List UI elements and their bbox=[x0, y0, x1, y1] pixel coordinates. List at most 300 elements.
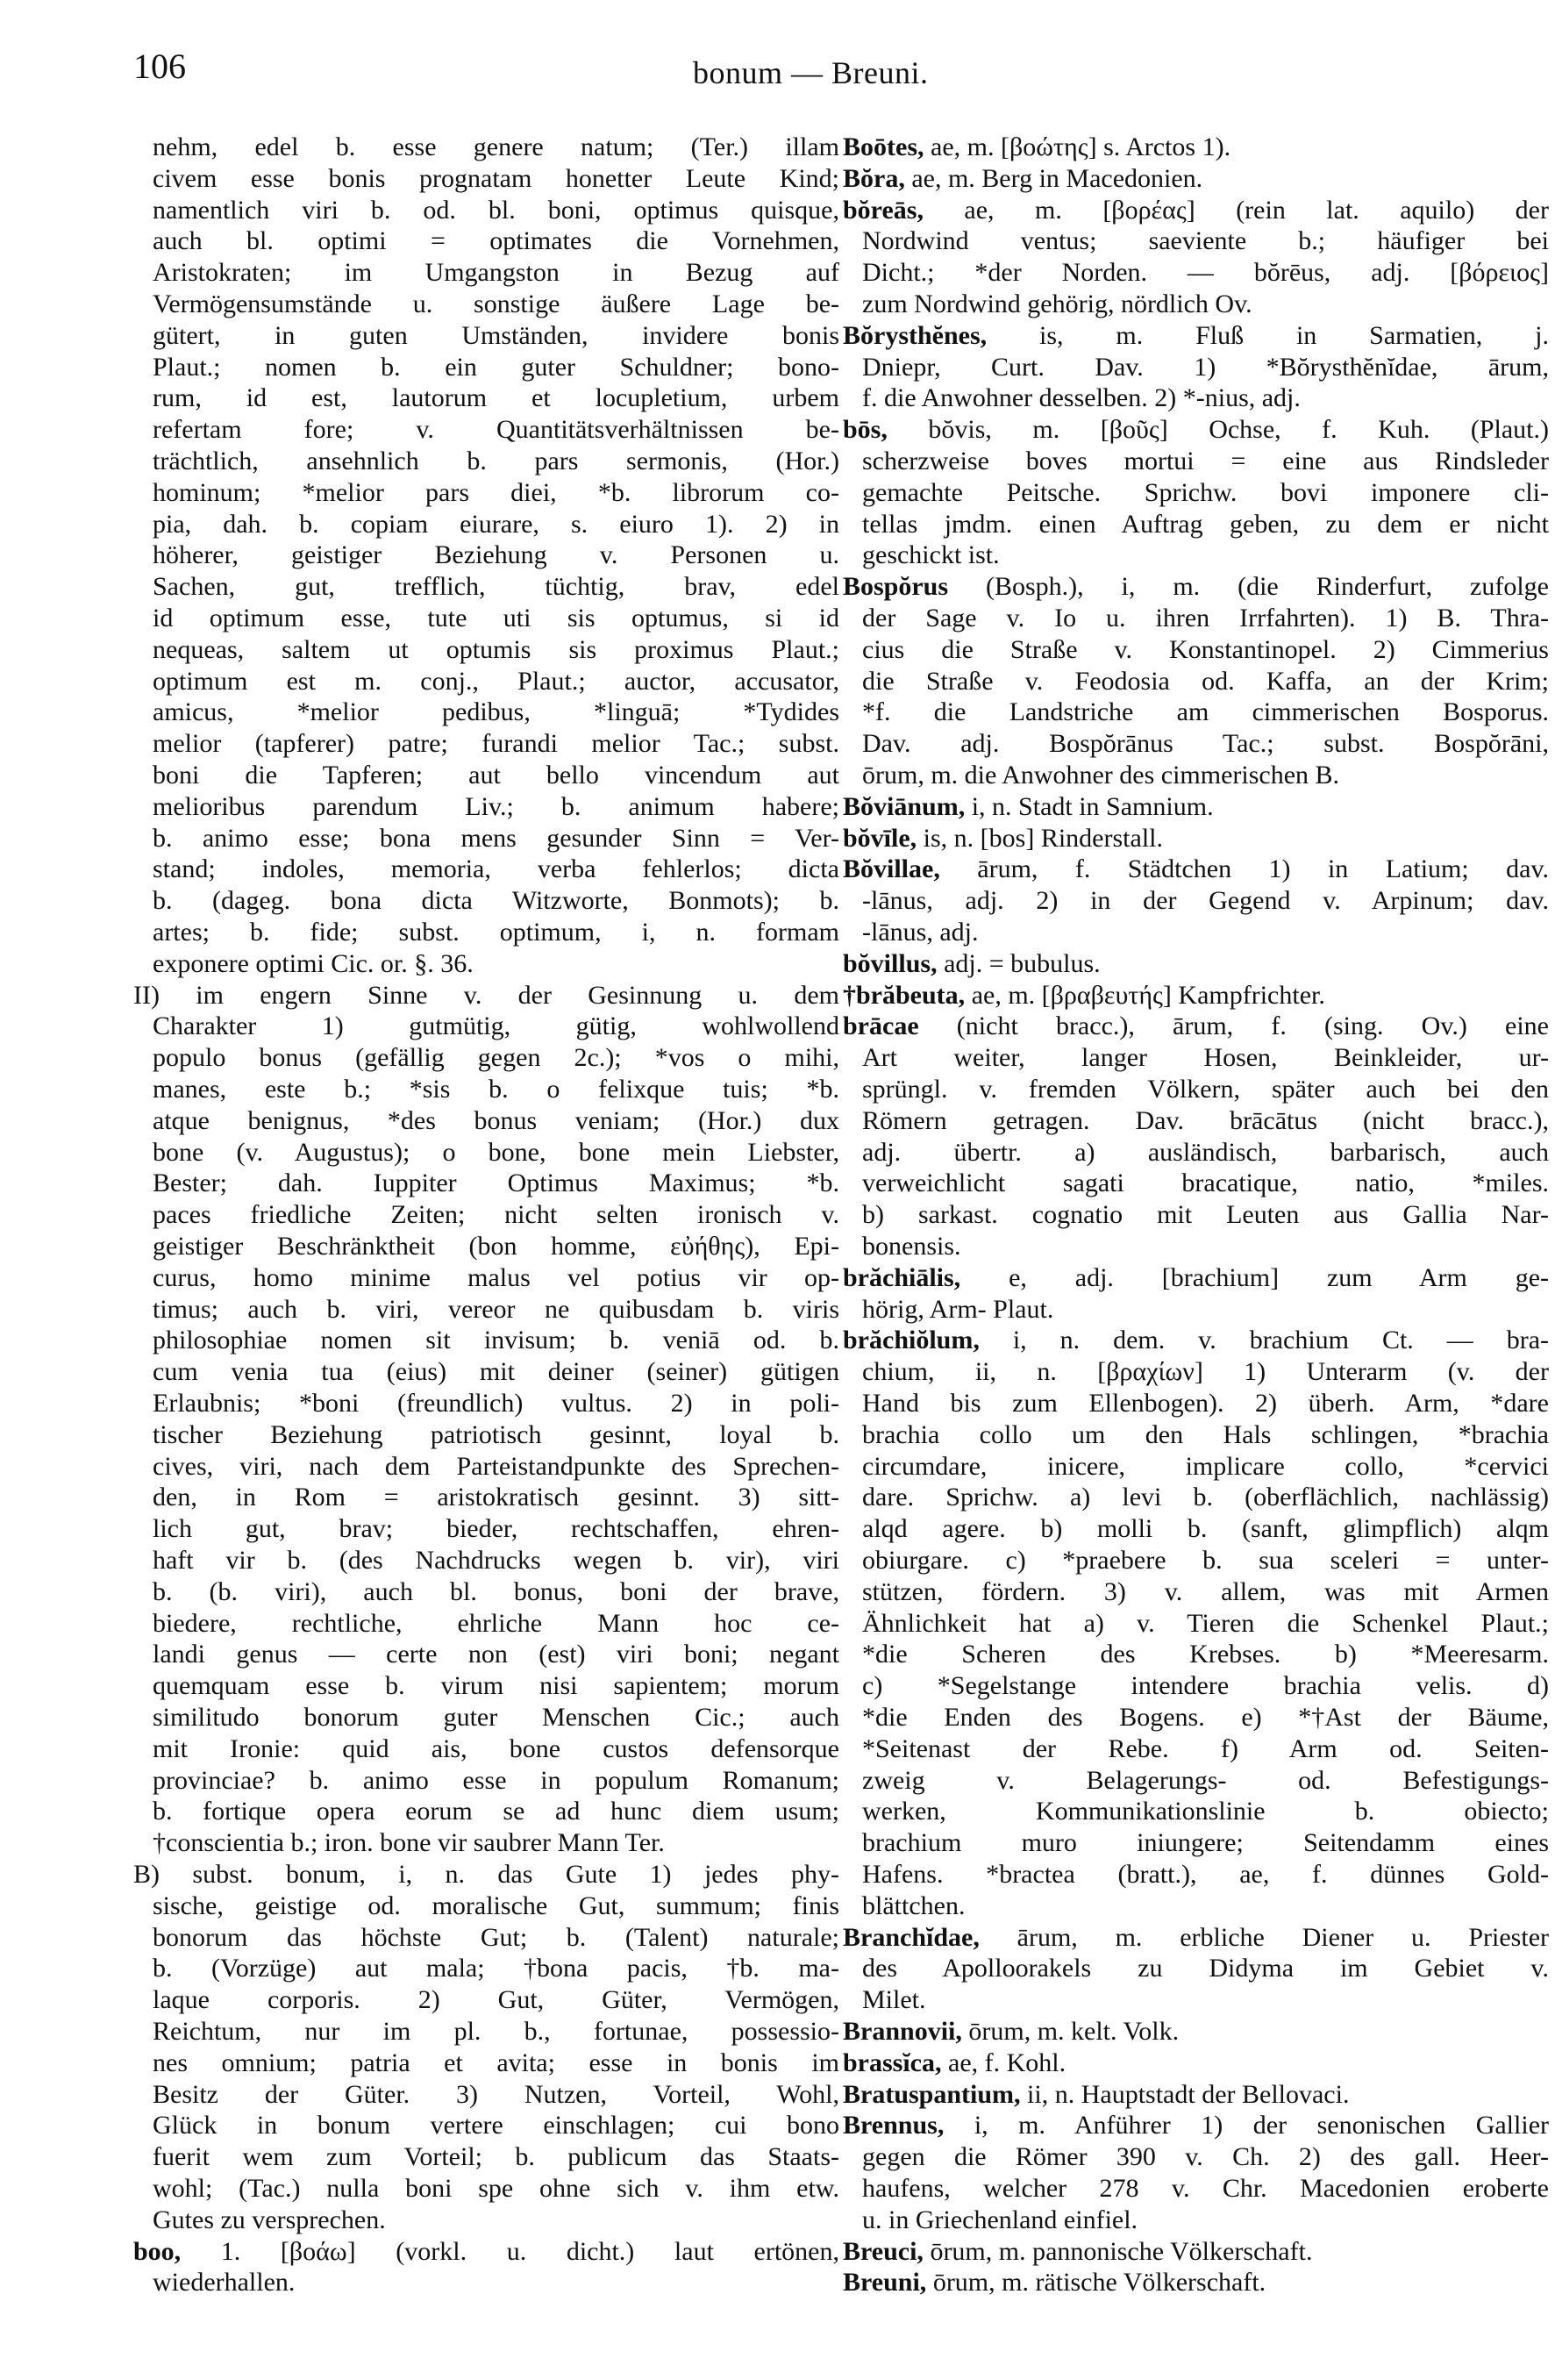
line-text: geschickt ist. bbox=[862, 540, 1000, 570]
line-text: curus, homo minime malus vel potius vir op- bbox=[153, 1262, 839, 1292]
text-line bbox=[862, 1294, 1549, 1326]
line-text: sische, geistige od. moralische Gut, summum; finis bbox=[153, 1890, 839, 1920]
text-line bbox=[153, 1765, 839, 1797]
headword: Brannovii, bbox=[843, 2017, 962, 2046]
text-line bbox=[153, 2141, 839, 2173]
line-text: nequeas, saltem ut optumis sis proximus Plaut.; bbox=[153, 634, 839, 664]
line-text: manes, este b.; *sis b. o felixque tuis; *b. bbox=[153, 1075, 839, 1104]
line-text: geistiger Beschränktheit (bon homme, εὐήθης), Epi- bbox=[153, 1232, 839, 1261]
entry-headword-line bbox=[843, 2110, 1549, 2141]
headword: brăchiālis, bbox=[843, 1262, 961, 1292]
text-line bbox=[153, 1168, 839, 1199]
entry-headword-line bbox=[843, 571, 1549, 603]
line-text: cives, viri, nach dem Parteistandpunkte des Sprechen- bbox=[153, 1451, 839, 1481]
text-line bbox=[133, 1859, 839, 1890]
line-text: B) subst. bonum, i, n. das Gute 1) jedes phy- bbox=[133, 1860, 839, 1889]
line-text: Hand bis zum Ellenbogen). 2) überh. Arm, *dare bbox=[862, 1389, 1549, 1418]
text-line bbox=[153, 1733, 839, 1765]
line-text: id optimum esse, tute uti sis optumus, si id bbox=[153, 604, 839, 633]
headword: Bŏvillae, bbox=[843, 854, 940, 884]
line-text: Sachen, gut, trefflich, tüchtig, brav, edel bbox=[153, 572, 839, 602]
headword: bŏvīle, bbox=[843, 823, 917, 853]
page-number: 106 bbox=[133, 46, 186, 86]
line-text: i, m. Anführer 1) der senonischen Gallier bbox=[944, 2111, 1549, 2141]
text-line bbox=[153, 1231, 839, 1262]
line-text: philosophiae nomen sit invisum; b. veniā od. b. bbox=[153, 1326, 839, 1355]
headword: Bospŏrus bbox=[843, 572, 949, 602]
line-text: artes; b. fide; subst. optimum, i, n. formam bbox=[153, 918, 839, 947]
text-line bbox=[133, 980, 839, 1011]
entry-headword-line bbox=[843, 132, 1549, 163]
line-text: -lānus, adj. bbox=[862, 918, 979, 947]
line-text: †conscientia b.; iron. bone vir saubrer Mann Ter. bbox=[153, 1828, 665, 1858]
text-line bbox=[153, 446, 839, 477]
line-text: *die Scheren des Krebses. b) *Meeresarm. bbox=[862, 1640, 1549, 1669]
text-line bbox=[153, 1105, 839, 1137]
text-line bbox=[862, 697, 1549, 728]
text-line bbox=[153, 414, 839, 446]
text-line bbox=[862, 1670, 1549, 1702]
text-line bbox=[153, 1074, 839, 1105]
line-text: Dicht.; *der Norden. — bŏrēus, adj. [βόρειος] bbox=[862, 258, 1549, 288]
text-line bbox=[153, 352, 839, 383]
line-text: II) im engern Sinne v. der Gesinnung u. dem bbox=[133, 980, 839, 1010]
text-line bbox=[153, 1953, 839, 1984]
line-text: zweig v. Belagerungs- od. Befestigungs- bbox=[862, 1765, 1549, 1795]
headword: Bratuspantium, bbox=[843, 2079, 1021, 2109]
text-line bbox=[153, 948, 839, 980]
line-text: ii, n. Hauptstadt der Bellovaci. bbox=[1020, 2079, 1350, 2109]
text-line bbox=[862, 2205, 1549, 2236]
line-text: Bester; dah. Iuppiter Optimus Maximus; *b. bbox=[153, 1169, 839, 1198]
entry-headword-line bbox=[843, 2079, 1549, 2111]
text-line bbox=[153, 1922, 839, 1954]
text-line bbox=[153, 1262, 839, 1294]
text-line bbox=[862, 603, 1549, 634]
text-line bbox=[862, 1733, 1549, 1765]
entry-headword-line bbox=[843, 2267, 1549, 2298]
text-line bbox=[153, 382, 839, 414]
text-line bbox=[153, 540, 839, 571]
text-line bbox=[862, 1042, 1549, 1074]
line-text: auch bl. optimi = optimates die Vornehmen, bbox=[153, 226, 839, 256]
text-line bbox=[862, 1168, 1549, 1199]
line-text: tellas jmdm. einen Auftrag geben, zu dem er nicht bbox=[862, 509, 1549, 539]
line-text: landi genus — certe non (est) viri boni; negant bbox=[153, 1640, 839, 1669]
line-text: haufens, welcher 278 v. Chr. Macedonien eroberte bbox=[862, 2174, 1549, 2203]
text-line bbox=[153, 257, 839, 289]
line-text: i, n. Stadt in Samnium. bbox=[965, 791, 1214, 821]
line-text: e, adj. [brachium] zum Arm ge- bbox=[960, 1262, 1549, 1292]
text-line bbox=[153, 1294, 839, 1326]
line-text: quemquam esse b. virum nisi sapientem; morum bbox=[153, 1671, 839, 1701]
line-text: namentlich viri b. od. bl. boni, optimus quisque, bbox=[153, 195, 839, 225]
text-line bbox=[862, 1702, 1549, 1733]
line-text: cius die Straße v. Konstantinopel. 2) Cimmerius bbox=[862, 634, 1549, 664]
headword: bōs, bbox=[843, 415, 888, 445]
text-line bbox=[862, 540, 1549, 571]
line-text: adj. übertr. a) ausländisch, barbarisch, auch bbox=[862, 1137, 1549, 1167]
text-line bbox=[862, 1859, 1549, 1890]
line-text: Erlaubnis; *boni (freundlich) vultus. 2) in poli- bbox=[153, 1389, 839, 1418]
text-line bbox=[862, 1513, 1549, 1545]
headword: brācae bbox=[843, 1011, 919, 1041]
line-text: Römern getragen. Dav. brācātus (nicht bracc.), bbox=[862, 1105, 1549, 1135]
line-text: circumdare, inicere, implicare collo, *cervici bbox=[862, 1451, 1549, 1481]
line-text: den, in Rom = aristokratisch gesinnt. 3) sitt- bbox=[153, 1483, 839, 1512]
line-text: paces friedliche Zeiten; nicht selten ironisch v. bbox=[153, 1200, 839, 1230]
line-text: alqd agere. b) molli b. (sanft, glimpflich) alqm bbox=[862, 1514, 1549, 1544]
line-text: Dav. adj. Bospŏrānus Tac.; subst. Bospŏrāni, bbox=[862, 729, 1549, 759]
entry-headword-line bbox=[843, 1325, 1549, 1356]
text-line bbox=[153, 1984, 839, 2016]
line-text: Gutes zu versprechen. bbox=[153, 2205, 386, 2234]
line-text: gegen die Römer 390 v. Ch. 2) des gall. Heer- bbox=[862, 2142, 1549, 2172]
line-text: 1. [βοάω] (vorkl. u. dicht.) laut ertönen, bbox=[181, 2236, 839, 2266]
line-text: dare. Sprichw. a) levi b. (oberflächlich, nachlässig) bbox=[862, 1483, 1549, 1512]
text-line bbox=[862, 1796, 1549, 1827]
line-text: scherzweise boves mortui = eine aus Rindsleder bbox=[862, 447, 1549, 475]
line-text: wiederhallen. bbox=[153, 2268, 296, 2298]
text-line bbox=[153, 1482, 839, 1513]
text-line bbox=[862, 1827, 1549, 1859]
line-text: tischer Beziehung patriotisch gesinnt, loyal b. bbox=[153, 1419, 839, 1449]
text-line bbox=[862, 1576, 1549, 1608]
line-text: is, n. [bos] Rinderstall. bbox=[917, 823, 1163, 853]
text-line bbox=[153, 1545, 839, 1576]
text-line bbox=[862, 1984, 1549, 2016]
entry-headword-line bbox=[843, 948, 1549, 980]
text-line bbox=[153, 634, 839, 666]
line-text: Charakter 1) gutmütig, gütig, wohlwollend bbox=[153, 1011, 839, 1041]
line-text: rum, id est, lautorum et locupletium, urbem bbox=[153, 383, 839, 413]
line-text: sprüngl. v. fremden Völkern, später auch bei den bbox=[862, 1075, 1549, 1104]
line-text: stützen, fördern. 3) v. allem, was mit Armen bbox=[862, 1576, 1549, 1606]
line-text: ōrum, m. pannonische Völkerschaft. bbox=[923, 2236, 1313, 2266]
text-line bbox=[153, 132, 839, 163]
text-line bbox=[153, 1639, 839, 1670]
line-text: höherer, geistiger Beziehung v. Personen u. bbox=[153, 540, 839, 570]
text-line bbox=[153, 477, 839, 509]
line-text: trächtlich, ansehnlich b. pars sermonis, (Hor.) bbox=[153, 447, 839, 475]
line-text: ōrum, m. die Anwohner des cimmerischen B. bbox=[862, 761, 1340, 790]
text-line bbox=[153, 1608, 839, 1640]
text-line bbox=[153, 760, 839, 791]
text-line bbox=[153, 2016, 839, 2048]
text-line bbox=[153, 289, 839, 320]
line-text: (nicht bracc.), ārum, f. (sing. Ov.) eine bbox=[918, 1011, 1549, 1041]
text-line bbox=[862, 1137, 1549, 1169]
line-text: Hafens. *bractea (bratt.), ae, f. dünnes Gold- bbox=[862, 1860, 1549, 1889]
headword: bŏvillus, bbox=[843, 948, 938, 978]
line-text: populo bonus (gefällig gegen 2c.); *vos o mihi, bbox=[153, 1043, 839, 1073]
line-text: chium, ii, n. [βραχίων] 1) Unterarm (v. der bbox=[862, 1357, 1549, 1387]
text-line bbox=[862, 352, 1549, 383]
line-text: Glück in bonum vertere einschlagen; cui bono bbox=[153, 2111, 839, 2141]
entry-headword-line bbox=[843, 1011, 1549, 1042]
line-text: biedere, rechtliche, ehrliche Mann hoc ce- bbox=[153, 1608, 839, 1638]
text-line bbox=[153, 163, 839, 195]
text-line bbox=[862, 885, 1549, 917]
line-text: is, m. Fluß in Sarmatien, j. bbox=[987, 320, 1549, 350]
headword: Brennus, bbox=[843, 2111, 945, 2141]
headword: boo, bbox=[133, 2236, 182, 2266]
line-text: cum venia tua (eius) mit deiner (seiner) gütigen bbox=[153, 1357, 839, 1387]
headword: brăchiŏlum, bbox=[843, 1326, 980, 1355]
headword: Boōtes, bbox=[843, 132, 924, 161]
text-line bbox=[862, 1356, 1549, 1388]
headword: Breuni, bbox=[843, 2268, 927, 2298]
line-text: gütert, in guten Umständen, invidere bonis bbox=[153, 320, 839, 350]
line-text: ae, m. Berg in Macedonien. bbox=[904, 163, 1203, 193]
line-text: Art weiter, langer Hosen, Beinkleider, ur- bbox=[862, 1043, 1549, 1073]
line-text: c) *Segelstange intendere brachia velis. d) bbox=[862, 1671, 1549, 1701]
line-text: Dniepr, Curt. Dav. 1) *Bŏrysthĕnĭdae, ārum, bbox=[862, 352, 1549, 382]
entry-headword-line bbox=[843, 163, 1549, 195]
line-text: b. fortique opera eorum se ad hunc diem usum; bbox=[153, 1797, 839, 1826]
text-line bbox=[862, 760, 1549, 791]
line-text: boni die Tapferen; aut bello vincendum aut bbox=[153, 761, 839, 790]
headword: Bŏviānum, bbox=[843, 791, 966, 821]
entry-headword-line bbox=[843, 2236, 1549, 2268]
text-line bbox=[153, 1890, 839, 1922]
text-line bbox=[153, 1388, 839, 1419]
text-line bbox=[153, 1356, 839, 1388]
line-text: verweichlicht sagati bracatique, natio, *miles. bbox=[862, 1169, 1549, 1198]
headword: brassĭca, bbox=[843, 2048, 942, 2077]
text-line bbox=[153, 666, 839, 697]
text-line bbox=[153, 1576, 839, 1608]
headword: Bŏrysthĕnes, bbox=[843, 320, 988, 350]
entry-headword-line bbox=[843, 1922, 1549, 1954]
line-text: melior (tapferer) patre; furandi melior Tac.; subst. bbox=[153, 729, 839, 759]
line-text: i, n. dem. v. brachium Ct. — bra- bbox=[979, 1326, 1549, 1355]
entry-headword-line bbox=[843, 823, 1549, 854]
text-line bbox=[862, 289, 1549, 320]
line-text: Aristokraten; im Umgangston in Bezug auf bbox=[153, 258, 839, 288]
text-line bbox=[862, 1388, 1549, 1419]
line-text: hominum; *melior pars diei, *b. librorum co- bbox=[153, 477, 839, 507]
text-line bbox=[153, 1451, 839, 1483]
entry-headword-line bbox=[843, 1262, 1549, 1294]
text-line bbox=[153, 2205, 839, 2236]
entry-headword-line bbox=[133, 2236, 839, 2268]
line-text: b. (b. viri), auch bl. bonus, boni der brave, bbox=[153, 1576, 839, 1606]
line-text: hörig, Arm- Plaut. bbox=[862, 1294, 1054, 1324]
entry-headword-line bbox=[843, 414, 1549, 446]
line-text: fuerit wem zum Vorteil; b. publicum das Staats- bbox=[153, 2142, 839, 2172]
text-line bbox=[153, 823, 839, 854]
line-text: nehm, edel b. esse genere natum; (Ter.) illam bbox=[153, 132, 839, 161]
text-line bbox=[153, 2267, 839, 2298]
entry-headword-line bbox=[843, 980, 1549, 1011]
text-line bbox=[153, 1670, 839, 1702]
line-text: ārum, f. Städtchen 1) in Latium; dav. bbox=[939, 854, 1549, 884]
text-line bbox=[862, 2141, 1549, 2173]
text-line bbox=[153, 1419, 839, 1451]
text-line bbox=[862, 382, 1549, 414]
text-line bbox=[862, 1105, 1549, 1137]
line-text: bone (v. Augustus); o bone, bone mein Liebster, bbox=[153, 1137, 839, 1167]
text-line bbox=[862, 446, 1549, 477]
line-text: Besitz der Güter. 3) Nutzen, Vorteil, Wohl, bbox=[153, 2079, 839, 2109]
line-text: *Seitenast der Rebe. f) Arm od. Seiten- bbox=[862, 1733, 1549, 1763]
line-text: der Sage v. Io u. ihren Irrfahrten). 1) B. Thra- bbox=[862, 604, 1549, 633]
text-line bbox=[862, 1451, 1549, 1483]
line-text: *die Enden des Bogens. e) *†Ast der Bäume, bbox=[862, 1703, 1549, 1732]
text-line bbox=[862, 1482, 1549, 1513]
line-text: similitudo bonorum guter Menschen Cic.; auch bbox=[153, 1703, 839, 1732]
headword: bŏreās, bbox=[843, 195, 924, 225]
text-line bbox=[153, 603, 839, 634]
line-text: ae, m. [βοώτης] s. Arctos 1). bbox=[924, 132, 1231, 161]
line-text: ae, f. Kohl. bbox=[941, 2048, 1066, 2077]
text-line bbox=[153, 509, 839, 540]
line-text: Nordwind ventus; saeviente b.; häufiger bei bbox=[862, 226, 1549, 256]
line-text: nes omnium; patria et avita; esse in bonis im bbox=[153, 2048, 839, 2077]
line-text: provinciae? b. animo esse in populum Romanum; bbox=[153, 1765, 839, 1795]
headword: †brăbeuta, bbox=[843, 980, 966, 1010]
text-line bbox=[153, 885, 839, 917]
text-line bbox=[862, 477, 1549, 509]
text-line bbox=[153, 1796, 839, 1827]
text-line bbox=[862, 225, 1549, 257]
text-line bbox=[153, 2110, 839, 2141]
text-line bbox=[862, 1545, 1549, 1576]
line-text: ae, m. [βραβευτής] Kampfrichter. bbox=[965, 980, 1325, 1010]
text-line bbox=[862, 257, 1549, 289]
line-text: optimum est m. conj., Plaut.; auctor, accusator, bbox=[153, 666, 839, 696]
line-text: ārum, m. erbliche Diener u. Priester bbox=[979, 1922, 1549, 1952]
line-text: b. (dageg. bona dicta Witzworte, Bonmots); b. bbox=[153, 886, 839, 916]
text-line bbox=[862, 666, 1549, 697]
line-text: werken, Kommunikationslinie b. obiecto; bbox=[862, 1797, 1549, 1826]
line-text: stand; indoles, memoria, verba fehlerlos; dicta bbox=[153, 854, 839, 884]
line-text: obiurgare. c) *praebere b. sua sceleri = unter- bbox=[862, 1546, 1549, 1575]
text-line bbox=[153, 2048, 839, 2079]
line-text: melioribus parendum Liv.; b. animum habere; bbox=[153, 791, 839, 821]
text-line bbox=[862, 1890, 1549, 1922]
line-text: Reichtum, nur im pl. b., fortunae, possessio- bbox=[153, 2017, 839, 2046]
text-line bbox=[153, 791, 839, 823]
entry-headword-line bbox=[843, 320, 1549, 352]
text-line bbox=[862, 1419, 1549, 1451]
running-title: bonum — Breuni. bbox=[693, 55, 929, 90]
entry-headword-line bbox=[843, 791, 1549, 823]
line-text: die Straße v. Feodosia od. Kaffa, an der Krim; bbox=[862, 666, 1549, 696]
text-line bbox=[862, 1074, 1549, 1105]
text-line bbox=[153, 1137, 839, 1169]
line-text: Milet. bbox=[862, 1985, 926, 2015]
headword: Breuci, bbox=[843, 2236, 924, 2266]
line-text: refertam fore; v. Quantitätsverhältnissen be- bbox=[153, 415, 839, 445]
entry-headword-line bbox=[843, 2048, 1549, 2079]
text-line bbox=[153, 917, 839, 948]
text-line bbox=[153, 195, 839, 226]
line-text: b. animo esse; bona mens gesunder Sinn = Ver- bbox=[153, 823, 839, 853]
line-text: u. in Griechenland einfiel. bbox=[862, 2205, 1138, 2234]
text-line bbox=[153, 1042, 839, 1074]
text-line bbox=[153, 571, 839, 603]
line-text: bonensis. bbox=[862, 1232, 961, 1261]
line-text: bŏvis, m. [βοῦς] Ochse, f. Kuh. (Plaut.) bbox=[887, 415, 1549, 445]
line-text: wohl; (Tac.) nulla boni spe ohne sich v. ihm etw. bbox=[153, 2174, 839, 2203]
text-line bbox=[862, 1608, 1549, 1640]
text-line bbox=[153, 697, 839, 728]
headword: Bŏra, bbox=[843, 163, 905, 193]
line-text: f. die Anwohner desselben. 2) *-nius, adj. bbox=[862, 383, 1301, 413]
text-line bbox=[862, 728, 1549, 760]
text-line bbox=[862, 1765, 1549, 1797]
line-text: (Bosph.), i, m. (die Rinderfurt, zufolge bbox=[948, 572, 1549, 602]
entry-headword-line bbox=[843, 2016, 1549, 2048]
line-text: ae, m. [βορέας] (rein lat. aquilo) der bbox=[923, 195, 1549, 225]
line-text: des Apolloorakels zu Didyma im Gebiet v. bbox=[862, 1954, 1549, 1983]
line-text: laque corporis. 2) Gut, Güter, Vermögen, bbox=[153, 1985, 839, 2015]
line-text: Plaut.; nomen b. ein guter Schuldner; bono- bbox=[153, 352, 839, 382]
line-text: brachia collo um den Hals schlingen, *brachia bbox=[862, 1419, 1549, 1449]
line-text: exponere optimi Cic. or. §. 36. bbox=[153, 948, 474, 978]
text-line bbox=[153, 2079, 839, 2111]
line-text: amicus, *melior pedibus, *linguā; *Tydides bbox=[153, 697, 839, 727]
headword: Branchĭdae, bbox=[843, 1922, 980, 1952]
text-line bbox=[862, 1953, 1549, 1984]
line-text: atque benignus, *des bonus veniam; (Hor.) dux bbox=[153, 1105, 839, 1135]
text-line bbox=[862, 509, 1549, 540]
entry-headword-line bbox=[843, 854, 1549, 885]
text-line bbox=[862, 634, 1549, 666]
text-line bbox=[862, 2173, 1549, 2205]
text-line bbox=[153, 2173, 839, 2205]
text-line bbox=[153, 728, 839, 760]
line-text: pia, dah. b. copiam eiurare, s. eiuro 1). 2) in bbox=[153, 509, 839, 539]
text-line bbox=[153, 854, 839, 885]
line-text: haft vir b. (des Nachdrucks wegen b. vir), viri bbox=[153, 1546, 839, 1575]
line-text: brachium muro iniungere; Seitendamm eines bbox=[862, 1828, 1549, 1858]
text-line bbox=[153, 320, 839, 352]
text-line bbox=[862, 1199, 1549, 1231]
text-line bbox=[153, 1199, 839, 1231]
text-line bbox=[153, 1827, 839, 1859]
line-text: *f. die Landstriche am cimmerischen Bosporus. bbox=[862, 697, 1549, 727]
line-text: b) sarkast. cognatio mit Leuten aus Gallia Nar- bbox=[862, 1200, 1549, 1230]
line-text: Vermögensumstände u. sonstige äußere Lage be- bbox=[153, 289, 839, 318]
text-line bbox=[153, 1011, 839, 1042]
line-text: blättchen. bbox=[862, 1890, 966, 1920]
line-text: zum Nordwind gehörig, nördlich Ov. bbox=[862, 289, 1252, 318]
text-line bbox=[153, 1513, 839, 1545]
line-text: mit Ironie: quid ais, bone custos defensorque bbox=[153, 1733, 839, 1763]
line-text: bonorum das höchste Gut; b. (Talent) naturale; bbox=[153, 1922, 839, 1952]
line-text: timus; auch b. viri, vereor ne quibusdam b. viris bbox=[153, 1294, 839, 1324]
text-line bbox=[153, 1325, 839, 1356]
line-text: Ähnlichkeit hat a) v. Tieren die Schenkel Plaut.; bbox=[862, 1608, 1549, 1638]
line-text: -lānus, adj. 2) in der Gegend v. Arpinum; dav. bbox=[862, 886, 1549, 916]
text-line bbox=[862, 917, 1549, 948]
text-line bbox=[153, 1702, 839, 1733]
text-line bbox=[862, 1231, 1549, 1262]
line-text: ōrum, m. kelt. Volk. bbox=[961, 2017, 1180, 2046]
line-text: lich gut, brav; bieder, rechtschaffen, ehren- bbox=[153, 1514, 839, 1544]
text-line bbox=[862, 1639, 1549, 1670]
line-text: b. (Vorzüge) aut mala; †bona pacis, †b. ma- bbox=[153, 1954, 839, 1983]
line-text: gemachte Peitsche. Sprichw. bovi imponere cli- bbox=[862, 477, 1549, 507]
line-text: adj. = bubulus. bbox=[937, 948, 1101, 978]
line-text: civem esse bonis prognatam honetter Leute Kind; bbox=[153, 163, 839, 193]
text-line bbox=[153, 225, 839, 257]
line-text: ōrum, m. rätische Völkerschaft. bbox=[926, 2268, 1266, 2298]
entry-headword-line bbox=[843, 195, 1549, 226]
